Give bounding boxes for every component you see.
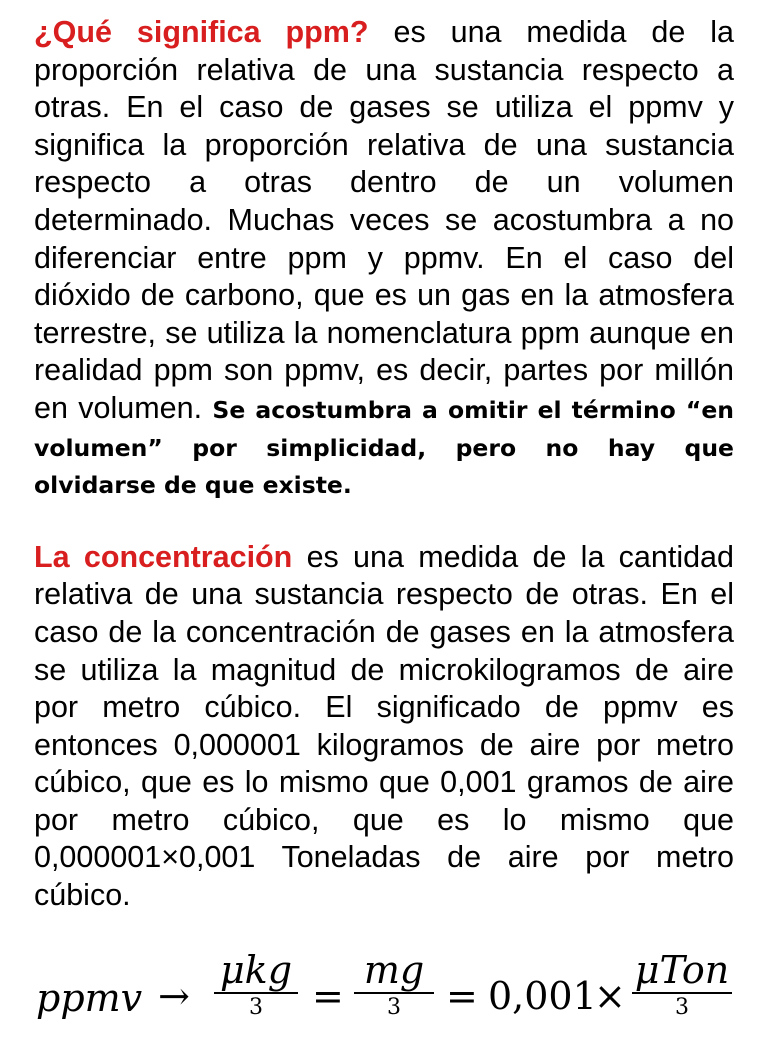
fraction-uton-numerator: μTon: [634, 948, 730, 992]
formula-lhs: ppmv: [36, 976, 143, 1020]
formula-times: ×: [594, 974, 626, 1018]
fraction-mg-denominator: 3: [387, 995, 401, 1020]
formula-coefficient: 0,001: [488, 974, 597, 1018]
fraction-uton-denominator: 3: [675, 995, 689, 1020]
fraction-ukg-denominator: 3: [249, 995, 263, 1020]
formula-equals-1: =: [312, 974, 344, 1018]
formula-fraction-uton: [632, 950, 732, 1022]
paragraph-ppm-bold-note: Se acostumbra a omitir el término “en volumen” por simplicidad, pero no hay que olvidarse de que existe.: [34, 395, 734, 500]
fraction-ukg-numerator: μkg: [219, 948, 293, 992]
formula-fraction-mg: [354, 950, 434, 1022]
formula-fraction-ukg: [214, 950, 298, 1022]
unit-formula: [36, 948, 736, 1038]
document-page: [34, 14, 734, 915]
heading-concentration: La concentración: [34, 539, 293, 574]
formula-equals-2: =: [446, 974, 478, 1018]
paragraph-concentration: [34, 539, 734, 915]
paragraph-ppm-body: es una medida de la proporción relativa de una sustancia respecto a otras. En el caso de gases se utiliza el ppmv y significa la proporción relativa de una sustancia respecto a otras dentro de un volumen determinado. Muchas veces se acostumbra a no diferenciar entre ppm y ppmv. En el caso del dióxido de carbono, que es un gas en la atmosfera terrestre, se utiliza la nomenclatura ppm aunque en realidad ppm son ppmv, es decir, partes por millón en volumen.: [34, 15, 734, 425]
paragraph-ppm-definition: [34, 14, 734, 503]
fraction-mg-numerator: mg: [363, 948, 425, 992]
formula-arrow: →: [158, 974, 190, 1018]
heading-ppm-question: ¿Qué significa ppm?: [34, 15, 369, 49]
paragraph-concentration-body: es una medida de la cantidad relativa de una sustancia respecto de otras. En el caso de la concentración de gases en la atmosfera se utiliza la magnitud de microkilogramos de aire por metro cúbico. El significado de ppmv es entonces 0,000001 kilogramos de aire por metro cúbico, que es lo mismo que 0,001 gramos de aire por metro cúbico, que es lo mismo que 0,000001×0,001 Toneladas de aire por metro cúbico.: [34, 539, 734, 913]
